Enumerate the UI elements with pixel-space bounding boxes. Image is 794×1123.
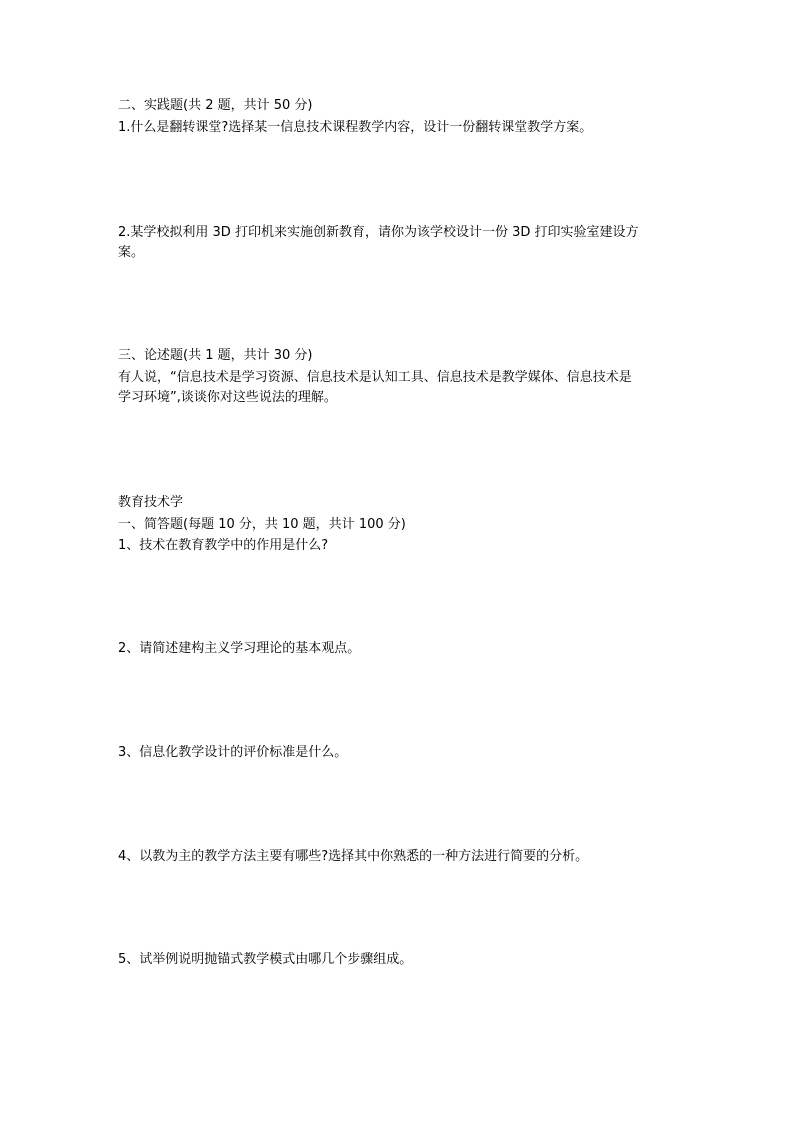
essay-question-line-2: 学习环境”,谈谈你对这些说法的理解。 — [118, 390, 337, 405]
edtech-section-title: 教育技术学 — [118, 495, 184, 510]
short-answer-question-2: 2、请简述建构主义学习理论的基本观点。 — [118, 641, 361, 656]
short-answer-heading: 一、简答题(每题 10 分，共 10 题，共计 100 分) — [118, 517, 406, 532]
short-answer-question-4: 4、以教为主的教学方法主要有哪些?选择其中你熟悉的一种方法进行简要的分析。 — [118, 849, 589, 864]
essay-question-line-1: 有人说，“信息技术是学习资源、信息技术是认知工具、信息技术是教学媒体、信息技术是 — [118, 370, 632, 385]
practice-section-heading: 二、实践题(共 2 题，共计 50 分) — [118, 98, 313, 113]
short-answer-question-1: 1、技术在教育教学中的作用是什么? — [118, 538, 329, 553]
essay-section-heading: 三、论述题(共 1 题，共计 30 分) — [118, 348, 313, 363]
short-answer-question-5: 5、试举例说明抛锚式教学模式由哪几个步骤组成。 — [118, 952, 413, 967]
practice-question-2-line-2: 案。 — [118, 245, 145, 260]
practice-question-1: 1.什么是翻转课堂?选择某一信息技术课程教学内容，设计一份翻转课堂教学方案。 — [118, 120, 593, 135]
practice-question-2-line-1: 2.某学校拟利用 3D 打印机来实施创新教育，请你为该学校设计一份 3D 打印实验室建设方 — [118, 225, 639, 240]
short-answer-question-3: 3、信息化教学设计的评价标准是什么。 — [118, 745, 348, 760]
